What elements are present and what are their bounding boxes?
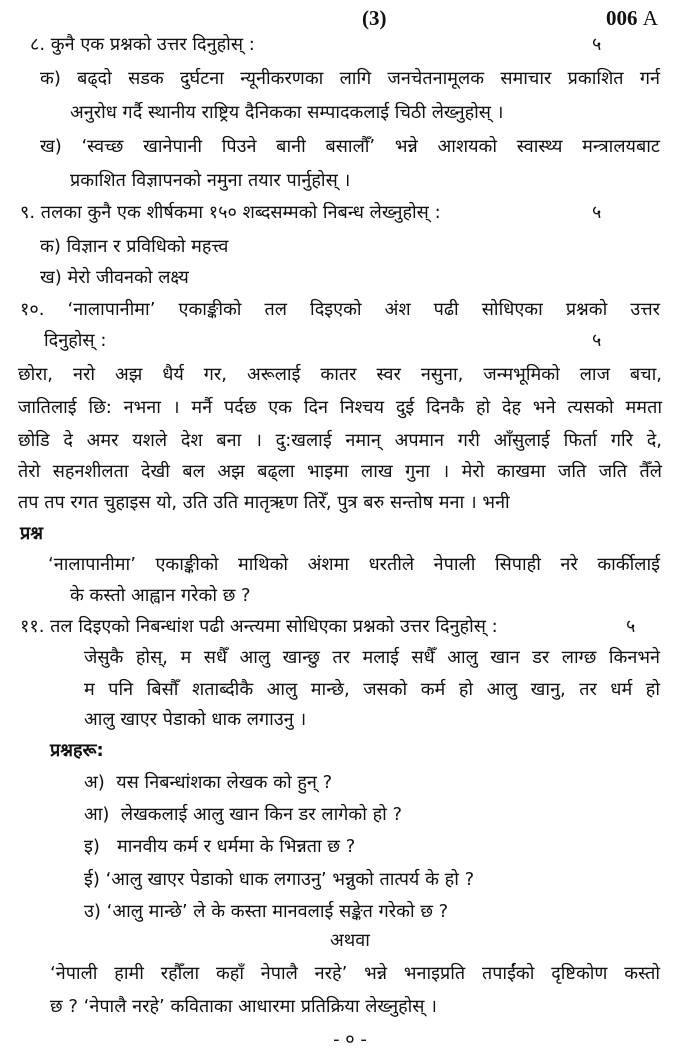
q9-marks: ५ <box>592 202 602 223</box>
q11-item: आ) लेखकलाई आलु खान किन डर लागेको हो ? <box>84 804 403 825</box>
q11-passage-line: म पनि बिसौँ शताब्दीकै आलु मान्छे, जसको कर्म हो आलु खानु, तर धर्म हो <box>84 679 660 700</box>
q10-question-line2: के कस्तो आह्वान गरेको छ ? <box>70 585 251 606</box>
q10-title-line2: दिनुहोस् : <box>44 330 107 351</box>
q11-alternative-line1: ‘नेपाली हामी रहौँला कहाँ नेपालै नरहे’ भन्ने भनाइप्रति तपाईंको दृष्टिकोण कस्तो <box>50 963 660 984</box>
or-label: अथवा <box>330 930 370 951</box>
q11-alternative-line2: छ ? ‘नेपालै नरहे’ कविताका आधारमा प्रतिक्रिया लेख्नुहोस् । <box>50 996 438 1017</box>
q10-passage-line: तेरो सहनशीलता देखी बल अझ बढ्ला भाइमा लाख गुना । मेरो काखमा जति जति तैँले <box>18 461 662 482</box>
q11-marks: ५ <box>626 616 636 637</box>
q10-question-label: प्रश्न <box>20 523 43 544</box>
set: A <box>642 6 658 30</box>
q10-passage-line: जातिलाई छि: नभना । मर्नै पर्दछ एक दिन निश्चय दुई दिनकै हो देह भने त्यसको ममता <box>18 397 662 418</box>
q9-title: ९. तलका कुनै एक शीर्षकमा १५० शब्दसम्मको निबन्ध लेख्नुहोस् : <box>20 202 441 223</box>
q9-b: ख) मेरो जीवनको लक्ष्य <box>40 267 189 288</box>
q9-a: क) विज्ञान र प्रविधिको महत्त्व <box>40 236 229 257</box>
page-number: (3) <box>362 6 387 30</box>
q11-item: ई) ‘आलु खाएर पेडाको धाक लगाउनु’ भन्नुको तात्पर्य के हो ? <box>84 869 475 890</box>
q11-item: इ) मानवीय कर्म र धर्ममा के भिन्नता छ ? <box>84 836 356 857</box>
q10-passage-line: तप तप रगत चुहाइस यो, उति उति मातृऋण तिरेँ, पुत्र बरु सन्तोष मना । भनी <box>18 492 510 513</box>
q8-b-line2: प्रकाशित विज्ञापनको नमुना तयार पार्नुहोस् । <box>70 170 351 191</box>
q10-question-line1: ‘नालापानीमा’ एकाङ्कीको माथिको अंशमा धरतीले नेपाली सिपाही नरे कार्कीलाई <box>48 554 660 575</box>
q8-marks: ५ <box>592 34 602 55</box>
q11-passage-line: जेसुकै होस्, म सधैँ आलु खान्छु तर मलाई सधैँ आलु खान डर लाग्छ किनभने <box>84 647 660 668</box>
q10-passage-line: छोडि दे अमर यशले देश बना । दु:खलाई नमान् अपमान गरी आँसुलाई फिर्ता गरि दे, <box>18 430 662 451</box>
q11-title: ११. तल दिइएको निबन्धांश पढी अन्त्यमा सोधिएका प्रश्नको उत्तर दिनुहोस् : <box>20 616 498 637</box>
q8-a-line1: क) बढ्दो सडक दुर्घटना न्यूनीकरणका लागि जनचेतनामूलक समाचार प्रकाशित गर्न <box>40 68 660 89</box>
q11-item: उ) ‘आलु मान्छे’ ले के कस्ता मानवलाई सङ्केत गरेको छ ? <box>84 901 449 922</box>
q10-marks: ५ <box>592 330 602 351</box>
code: 006 <box>606 6 638 30</box>
q11-passage-line: आलु खाएर पेडाको धाक लगाउनु । <box>84 709 307 730</box>
q11-questions-label: प्रश्नहरू: <box>50 740 104 761</box>
paper-code <box>606 6 658 31</box>
q8-b-line1: ख) ‘स्वच्छ खानेपानी पिउने बानी बसालौँ’ भन्ने आशयको स्वास्थ्य मन्त्रालयबाट <box>40 136 660 157</box>
q10-passage-line: छोरा, नरो अझ धैर्य गर, अरूलाई कातर स्वर नसुना, जन्मभूमिको लाज बचा, <box>18 364 662 385</box>
q11-item: अ) यस निबन्धांशका लेखक को हुन् ? <box>84 772 333 793</box>
q8-a-line2: अनुरोध गर्दै स्थानीय राष्ट्रिय दैनिकका सम्पादकलाई चिठी लेख्नुहोस् । <box>70 102 504 123</box>
q10-title-line1: १०. ‘नालापानीमा’ एकाङ्कीको तल दिइएको अंश पढी सोधिएका प्रश्नको उत्तर <box>20 299 660 320</box>
q8-title: ८. कुनै एक प्रश्नको उत्तर दिनुहोस् : <box>30 34 255 55</box>
page-footer: - ० - <box>333 1029 367 1050</box>
